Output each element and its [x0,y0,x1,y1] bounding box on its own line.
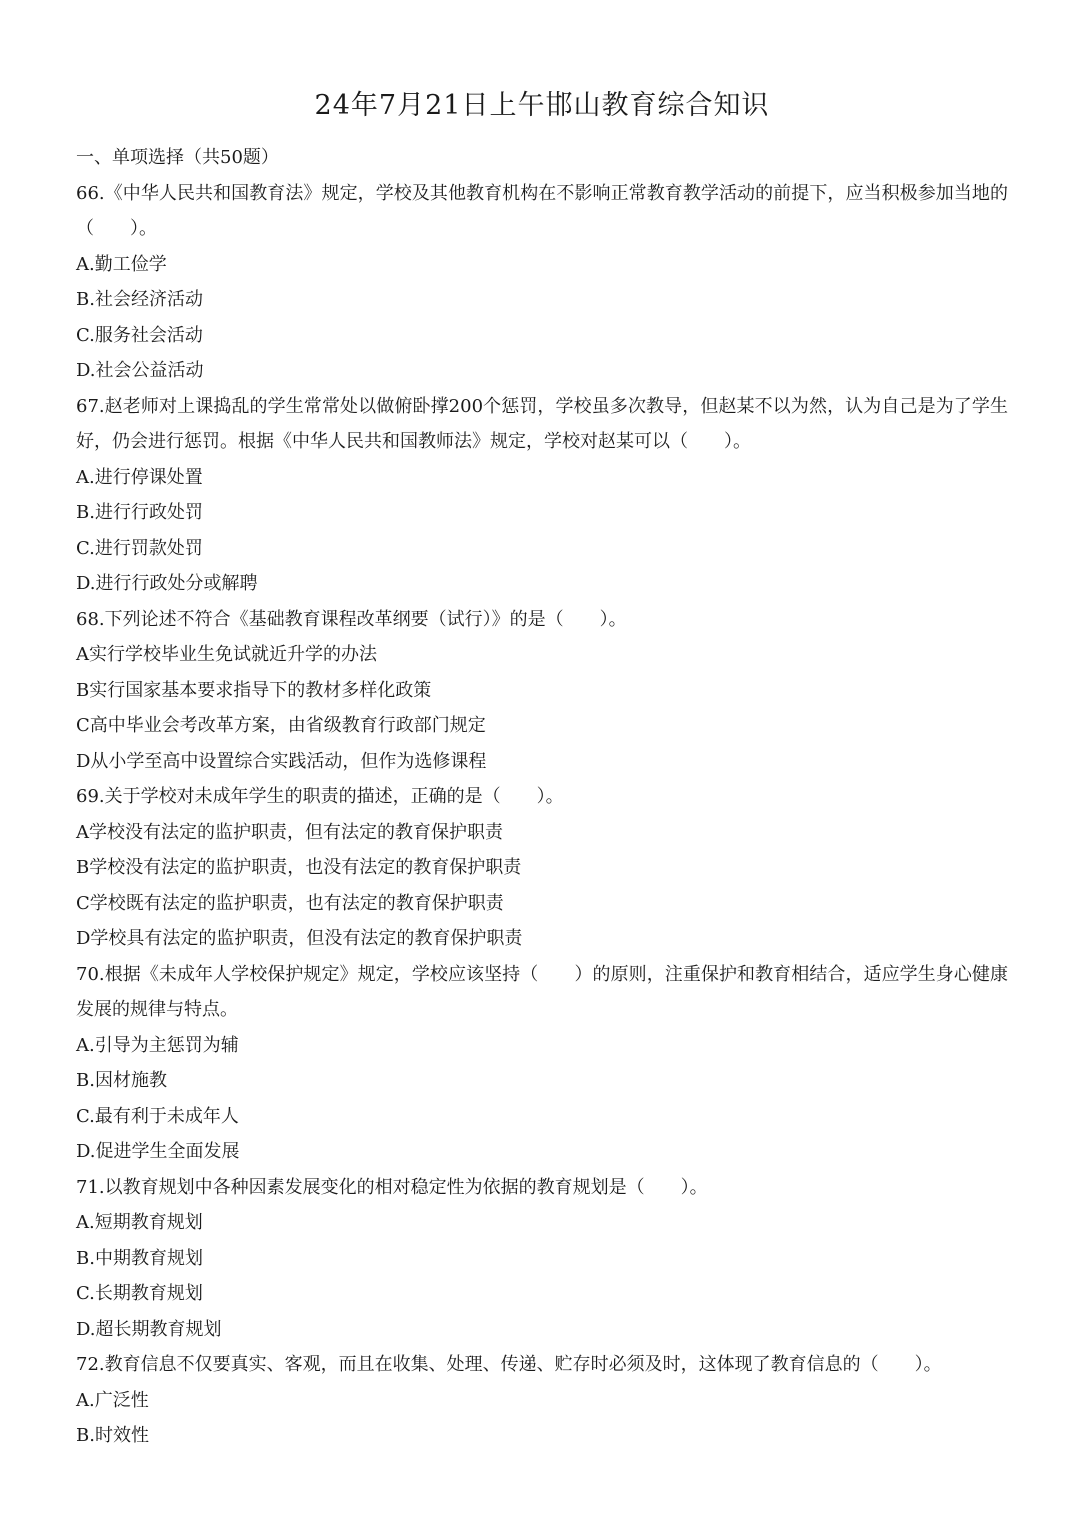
option-b: B.进行行政处罚 [76,502,203,523]
option-b: B学校没有法定的监护职责，也没有法定的教育保护职责 [76,857,522,878]
option-b: B.因材施教 [76,1070,167,1091]
question-68 [76,602,1008,780]
question-stem: 69.关于学校对未成年学生的职责的描述，正确的是（ ）。 [76,786,564,807]
option-b: B.中期教育规划 [76,1247,203,1269]
question-71 [76,1170,1008,1348]
option-d: D.进行行政处分或解聘 [76,573,258,594]
option-d: D.超长期教育规划 [76,1318,222,1340]
question-stem: 70.根据《未成年人学校保护规定》规定，学校应该坚持（ ）的原则，注重保护和教育相结合，适应学生身心健康发展的规律与特点。 [76,963,1008,1020]
question-stem: 71.以教育规划中各种因素发展变化的相对稳定性为依据的教育规划是（ ）。 [76,1176,708,1198]
document-title: 24年7月21日上午邯山教育综合知识 [314,90,770,121]
option-d: D.社会公益活动 [76,360,204,381]
option-a: A学校没有法定的监护职责，但有法定的教育保护职责 [76,821,503,843]
option-c: C.服务社会活动 [76,324,203,346]
option-c: C学校既有法定的监护职责，也有法定的教育保护职责 [76,892,504,914]
section-heading: 一、单项选择（共50题） [76,147,279,168]
option-a: A.进行停课处置 [76,466,203,488]
option-a: A实行学校毕业生免试就近升学的办法 [76,644,377,665]
option-a: A.短期教育规划 [76,1212,203,1233]
question-72 [76,1347,1008,1454]
option-d: D.促进学生全面发展 [76,1141,240,1162]
option-c: C.进行罚款处罚 [76,537,203,559]
option-a: A.广泛性 [76,1389,149,1411]
question-70 [76,957,1008,1170]
option-c: C.最有利于未成年人 [76,1105,239,1127]
question-69 [76,779,1008,957]
question-67 [76,389,1008,602]
question-66 [76,176,1008,389]
option-c: C高中毕业会考改革方案，由省级教育行政部门规定 [76,715,486,736]
option-d: D学校具有法定的监护职责，但没有法定的教育保护职责 [76,928,523,949]
option-b: B.时效性 [76,1425,149,1446]
option-a: A.引导为主惩罚为辅 [76,1034,239,1056]
option-b: B.社会经济活动 [76,289,203,310]
option-c: C.长期教育规划 [76,1283,203,1304]
question-stem: 67.赵老师对上课捣乱的学生常常处以做俯卧撑200个惩罚，学校虽多次教导，但赵某不以为然，认为自己是为了学生好，仍会进行惩罚。根据《中华人民共和国教师法》规定，学校对赵某可以（ ）。 [76,395,1008,452]
option-a: A.勤工俭学 [76,253,167,275]
question-stem: 72.教育信息不仅要真实、客观，而且在收集、处理、传递、贮存时必须及时，这体现了教育信息的（ ）。 [76,1354,942,1375]
option-b: B实行国家基本要求指导下的教材多样化政策 [76,679,432,701]
option-d: D从小学至高中设置综合实践活动，但作为选修课程 [76,750,487,772]
question-stem: 66.《中华人民共和国教育法》规定，学校及其他教育机构在不影响正常教育教学活动的前提下，应当积极参加当地的（ ）。 [76,182,1008,239]
question-stem: 68.下列论述不符合《基础教育课程改革纲要（试行）》的是（ ）。 [76,608,627,630]
